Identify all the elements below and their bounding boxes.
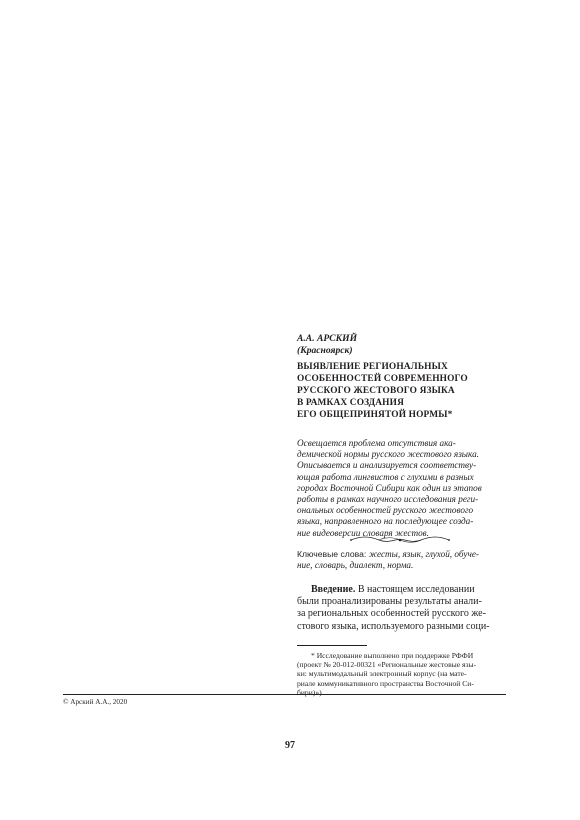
title-line: РУССКОГО ЖЕСТОВОГО ЯЗЫКА xyxy=(297,386,455,396)
abstract-line: языка, направленного на последующее созда- xyxy=(297,516,474,527)
body-line: за региональных особенностей русского же- xyxy=(297,608,486,620)
footnote-line: ки: мультимодальный электронный корпус (на мате- xyxy=(297,669,467,679)
body-line: стового языка, используемого разными соци- xyxy=(297,620,490,632)
body-text xyxy=(297,584,505,633)
title-line: В РАМКАХ СОЗДАНИЯ xyxy=(297,398,404,408)
title-line: ЕГО ОБЩЕПРИНЯТОЙ НОРМЫ* xyxy=(297,410,453,420)
keywords-line xyxy=(297,549,505,560)
author-city: (Красноярск) xyxy=(297,345,353,356)
abstract-line: городах Восточной Сибири как один из этапов xyxy=(297,482,482,493)
title-line: ОСОБЕННОСТЕЙ СОВРЕМЕННОГО xyxy=(297,374,468,384)
keywords-values: жесты, язык, глухой, обуче- xyxy=(368,549,479,559)
abstract-line: ние видеоверсии словаря жестов. xyxy=(297,527,429,538)
abstract-line: ющая работа лингвистов с глухими в разных xyxy=(297,471,474,482)
keywords-values: ние, словарь, диалект, норма. xyxy=(297,560,414,570)
abstract xyxy=(297,438,505,539)
abstract-line: ональных особенностей русского жестового xyxy=(297,505,474,516)
abstract-line: Описывается и анализируется соответству- xyxy=(297,460,477,471)
copyright-notice: © Арский А.А., 2020 xyxy=(63,698,128,706)
footnote-line: * Исследование выполнено при поддержке РФФИ xyxy=(311,651,474,660)
footnote-line: бири)»). xyxy=(297,687,324,697)
page-number: 97 xyxy=(285,740,295,751)
decorative-divider-ornament xyxy=(349,534,451,546)
footnote-line: (проект № 20-012-00321 «Региональные жестовые язы- xyxy=(297,660,477,670)
intro-heading: Введение. xyxy=(311,584,356,595)
intro-line xyxy=(297,584,505,596)
abstract-line: демической нормы русского жестового языка. xyxy=(297,449,479,460)
intro-text: В настоящем исследовании xyxy=(355,584,475,595)
article-title xyxy=(297,361,517,421)
body-line: были проанализированы результаты анали- xyxy=(297,596,482,608)
abstract-line: работы в рамках научного исследования реги- xyxy=(297,494,479,505)
author-name: А.А. АРСКИЙ xyxy=(297,333,358,344)
footnote xyxy=(297,651,507,697)
keywords xyxy=(297,549,505,571)
abstract-line: Освещается проблема отсутствия ака- xyxy=(297,438,456,448)
page-divider xyxy=(63,694,506,695)
footnote-divider xyxy=(297,645,367,646)
keywords-label: Ключевые слова: xyxy=(297,549,367,559)
footnote-line: риале коммуникативного пространства Восточной Си- xyxy=(297,678,474,688)
title-line: ВЫЯВЛЕНИЕ РЕГИОНАЛЬНЫХ xyxy=(297,362,448,372)
